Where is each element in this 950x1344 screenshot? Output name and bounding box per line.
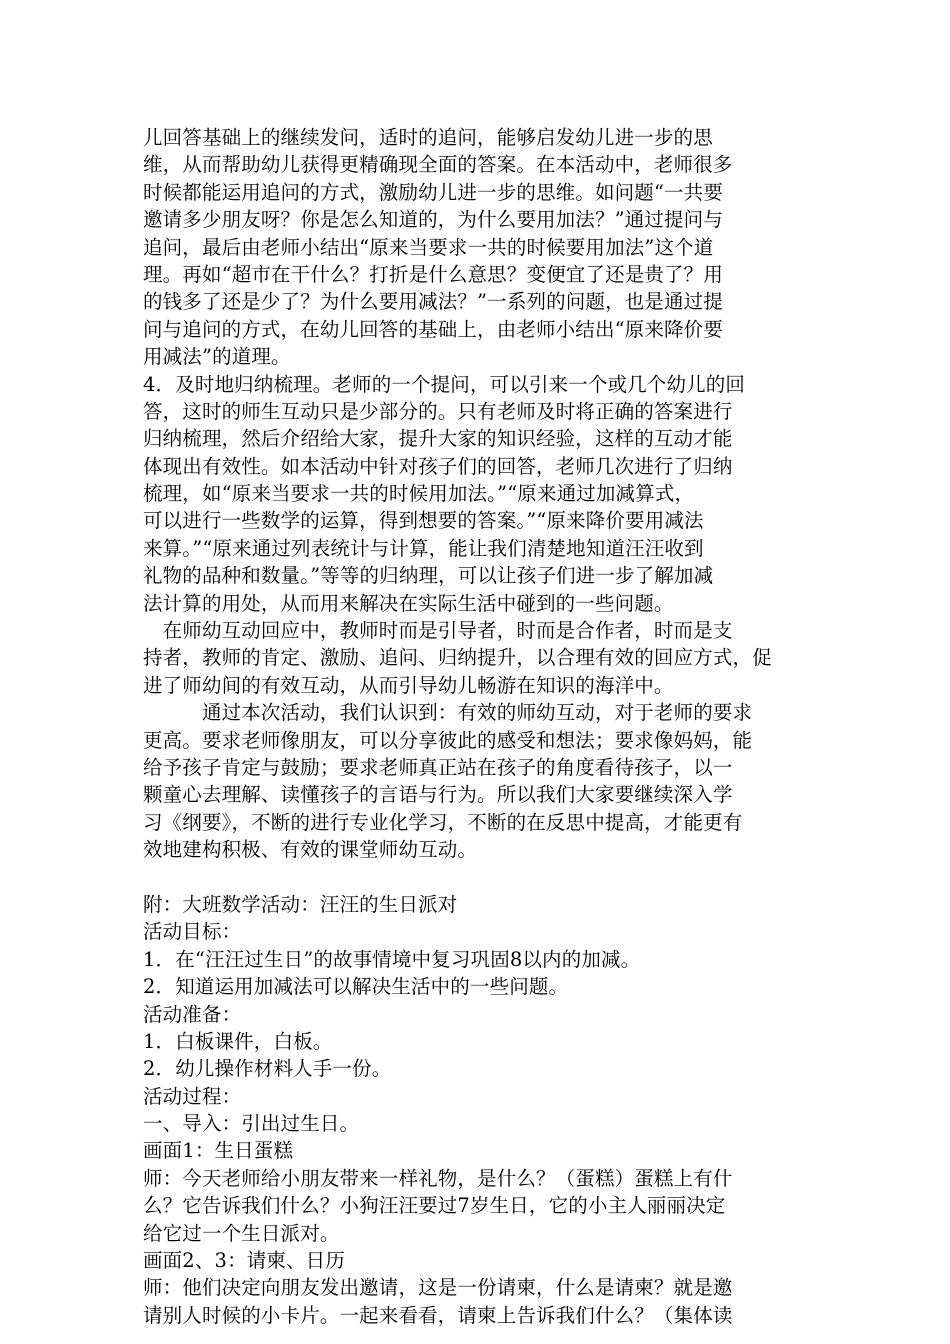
text-line: 效地建构积极、有效的课堂师幼互动。 (143, 838, 478, 862)
text-line: 归纳梳理，然后介绍给大家，提升大家的知识经验，这样的互动才能 (143, 427, 733, 451)
text-line: 师：今天老师给小朋友带来一样礼物，是什么？（蛋糕）蛋糕上有什 (143, 1166, 733, 1190)
text-line: 法计算的用处，从而用来解决在实际生活中碰到的一些问题。 (143, 591, 674, 615)
document-body (143, 124, 823, 1329)
text-line: 理。再如“超市在干什么？打折是什么意思？变便宜了还是贵了？用 (143, 262, 723, 286)
text-line: 可以进行一些数学的运算，得到想要的答案。”“原来降价要用减法 (143, 509, 704, 533)
text-line: 活动目标： (143, 920, 242, 944)
text-line: 一、导入：引出过生日。 (143, 1112, 360, 1136)
text-line: 活动准备： (143, 1002, 242, 1026)
text-line: 通过本次活动，我们认识到：有效的师幼互动，对于老师的要求 (143, 701, 753, 725)
text-line: 2．知道运用加减法可以解决生活中的一些问题。 (143, 975, 569, 999)
text-line: 礼物的品种和数量。”等等的归纳理，可以让孩子们进一步了解加减 (143, 564, 714, 588)
text-line: 习《纲要》，不断的进行专业化学习，不断的在反思中提高，才能更有 (143, 810, 743, 834)
text-line: 来算。”“原来通过列表统计与计算，能让我们清楚地知道汪汪收到 (143, 536, 704, 560)
text-line: 1．在“汪汪过生日”的故事情境中复习巩固8以内的加减。 (143, 947, 641, 971)
text-line: 1．白板课件，白板。 (143, 1029, 333, 1053)
text-line: 请别人时候的小卡片。一起来看看，请柬上告诉我们什么？（集体读 (143, 1303, 733, 1327)
text-line: 的钱多了还是少了？为什么要用减法？”一系列的问题，也是通过提 (143, 290, 723, 314)
text-line: 答，这时的师生互动只是少部分的。只有老师及时将正确的答案进行 (143, 399, 733, 423)
text-line: 时候都能运用追问的方式，激励幼儿进一步的思维。如问题“一共要 (143, 180, 723, 204)
text-line: 问与追问的方式，在幼儿回答的基础上，由老师小结出“原来降价要 (143, 317, 723, 341)
text-line: 持者，教师的肯定、激励、追问、归纳提升，以合理有效的回应方式，促 (143, 646, 772, 670)
text-line: 邀请多少朋友呀？你是怎么知道的，为什么要用加法？”通过提问与 (143, 208, 723, 232)
text-line: 梳理，如“原来当要求一共的时候用加法。”“原来通过加减算式， (143, 482, 695, 506)
text-line: 师：他们决定向朋友发出邀请，这是一份请柬，什么是请柬？就是邀 (143, 1276, 733, 1300)
text-line: 画面1：生日蛋糕 (143, 1139, 294, 1163)
text-line: 给予孩子肯定与鼓励；要求老师真正站在孩子的角度看待孩子，以一 (143, 755, 733, 779)
text-line: 用减法”的道理。 (143, 345, 291, 369)
text-line: 更高。要求老师像朋友，可以分享彼此的感受和想法；要求像妈妈，能 (143, 728, 753, 752)
text-line: 2．幼儿操作材料人手一份。 (143, 1057, 392, 1081)
text-line: 追问，最后由老师小结出“原来当要求一共的时候要用加法”这个道 (143, 235, 714, 259)
text-line: 在师幼互动回应中，教师时而是引导者，时而是合作者，时而是支 (143, 619, 733, 643)
text-line: 画面2、3：请柬、日历 (143, 1249, 345, 1273)
text-line: 颗童心去理解、读懂孩子的言语与行为。所以我们大家要继续深入学 (143, 783, 733, 807)
text-line: 给它过一个生日派对。 (143, 1221, 340, 1245)
text-line: 附：大班数学活动：汪汪的生日派对 (143, 892, 458, 916)
blank-line (143, 864, 823, 891)
text-line: 么？它告诉我们什么？小狗汪汪要过7岁生日，它的小主人丽丽决定 (143, 1194, 726, 1218)
text-line: 活动过程： (143, 1084, 242, 1108)
text-line: 维，从而帮助幼儿获得更精确现全面的答案。在本活动中，老师很多 (143, 153, 733, 177)
text-line: 体现出有效性。如本活动中针对孩子们的回答，老师几次进行了归纳 (143, 454, 733, 478)
text-line: 进了师幼间的有效互动，从而引导幼儿畅游在知识的海洋中。 (143, 673, 674, 697)
text-line: 儿回答基础上的继续发问，适时的追问，能够启发幼儿进一步的思 (143, 126, 713, 149)
text-line: 4．及时地归纳梳理。老师的一个提问，可以引来一个或几个幼儿的回 (143, 372, 746, 396)
